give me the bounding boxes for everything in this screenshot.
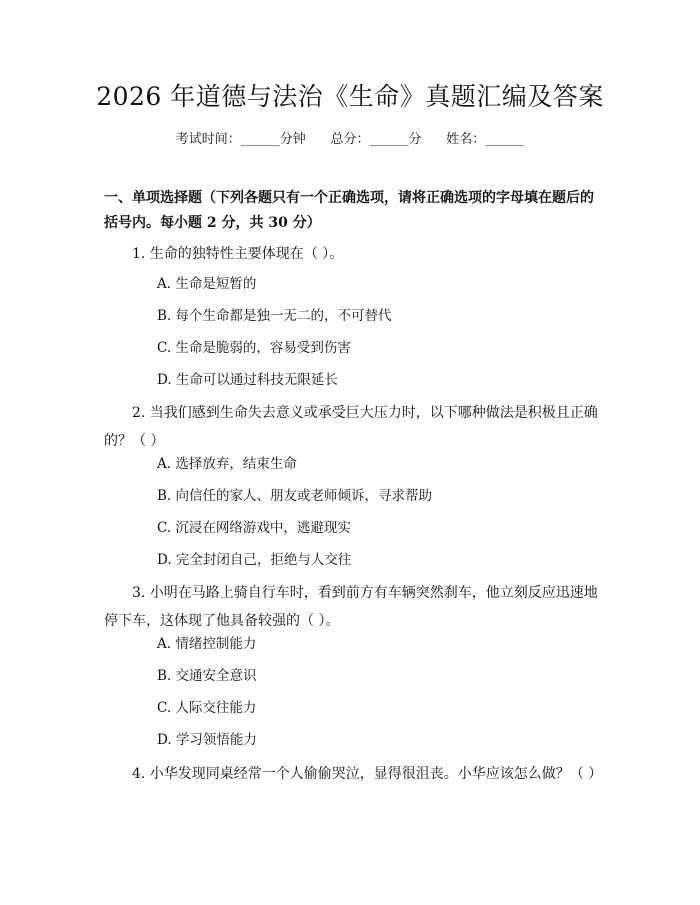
question-1-option-b: B. 每个生命都是独一无二的，不可替代 xyxy=(157,308,392,324)
exam-info-line: 考试时间：______分钟 总分：______分 姓名：______ xyxy=(175,132,525,147)
question-2-option-a: A. 选择放弃，结束生命 xyxy=(157,456,297,472)
section-heading: 一、单项选择题（下列各题只有一个正确选项，请将正确选项的字母填在题后的括号内。每小题 2 分，共 30 分） xyxy=(104,190,594,231)
question-3: 3. 小明在马路上骑自行车时，看到前方有车辆突然刹车，他立刻反应迅速地停下车，这体现了他具备较强的（ ）。 xyxy=(104,585,598,629)
question-2-option-b: B. 向信任的家人、朋友或老师倾诉，寻求帮助 xyxy=(157,488,433,504)
page-title: 2026 年道德与法治《生命》真题汇编及答案 xyxy=(96,82,604,111)
question-2-option-c: C. 沉浸在网络游戏中，逃避现实 xyxy=(157,520,351,536)
question-3-option-d: D. 学习领悟能力 xyxy=(157,732,257,748)
question-1-option-d: D. 生命可以通过科技无限延长 xyxy=(157,372,338,388)
question-4: 4. 小华发现同桌经常一个人偷偷哭泣，显得很沮丧。小华应该怎么做？（ ） xyxy=(132,766,603,782)
question-1: 1. 生命的独特性主要体现在（ ）。 xyxy=(132,246,344,262)
question-2: 2. 当我们感到生命失去意义或承受巨大压力时，以下哪种做法是积极且正确的？（ ） xyxy=(104,405,598,449)
question-1-option-c: C. 生命是脆弱的，容易受到伤害 xyxy=(157,340,351,356)
question-3-option-a: A. 情绪控制能力 xyxy=(157,636,257,652)
question-2-option-d: D. 完全封闭自己，拒绝与人交往 xyxy=(157,552,352,568)
question-3-option-c: C. 人际交往能力 xyxy=(157,700,257,716)
question-3-option-b: B. 交通安全意识 xyxy=(157,668,257,684)
question-1-option-a: A. 生命是短暂的 xyxy=(157,276,257,292)
